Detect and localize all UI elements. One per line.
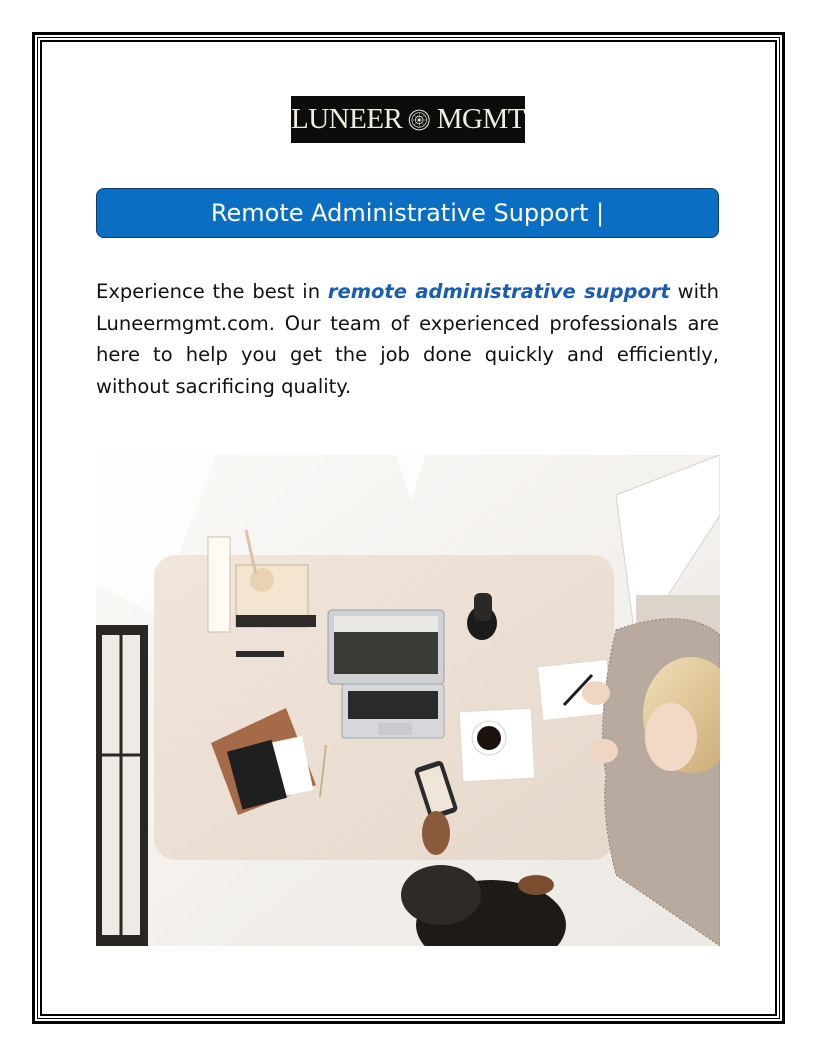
- banner-title: Remote Administrative Support |: [210, 199, 605, 227]
- luneer-mgmt-logo: [291, 96, 525, 143]
- logo-right-word: MGMT: [436, 103, 525, 135]
- ornate-circle-emblem-icon: [408, 107, 430, 133]
- paragraph-rest: with Luneermgmt.com. Our team of experienced professionals are here to help you get the job done quickly and efficiently, without sacrificing quality.: [96, 280, 719, 398]
- title-banner: [96, 188, 719, 238]
- paragraph-lead: Experience the best in: [96, 280, 328, 303]
- logo-left-word: LUNEER: [291, 103, 403, 135]
- office-desk-overhead-photo-icon: [96, 455, 720, 946]
- intro-paragraph: [96, 276, 719, 402]
- office-desk-photo: [96, 455, 720, 946]
- remote-admin-support-link[interactable]: remote administrative support: [327, 280, 670, 303]
